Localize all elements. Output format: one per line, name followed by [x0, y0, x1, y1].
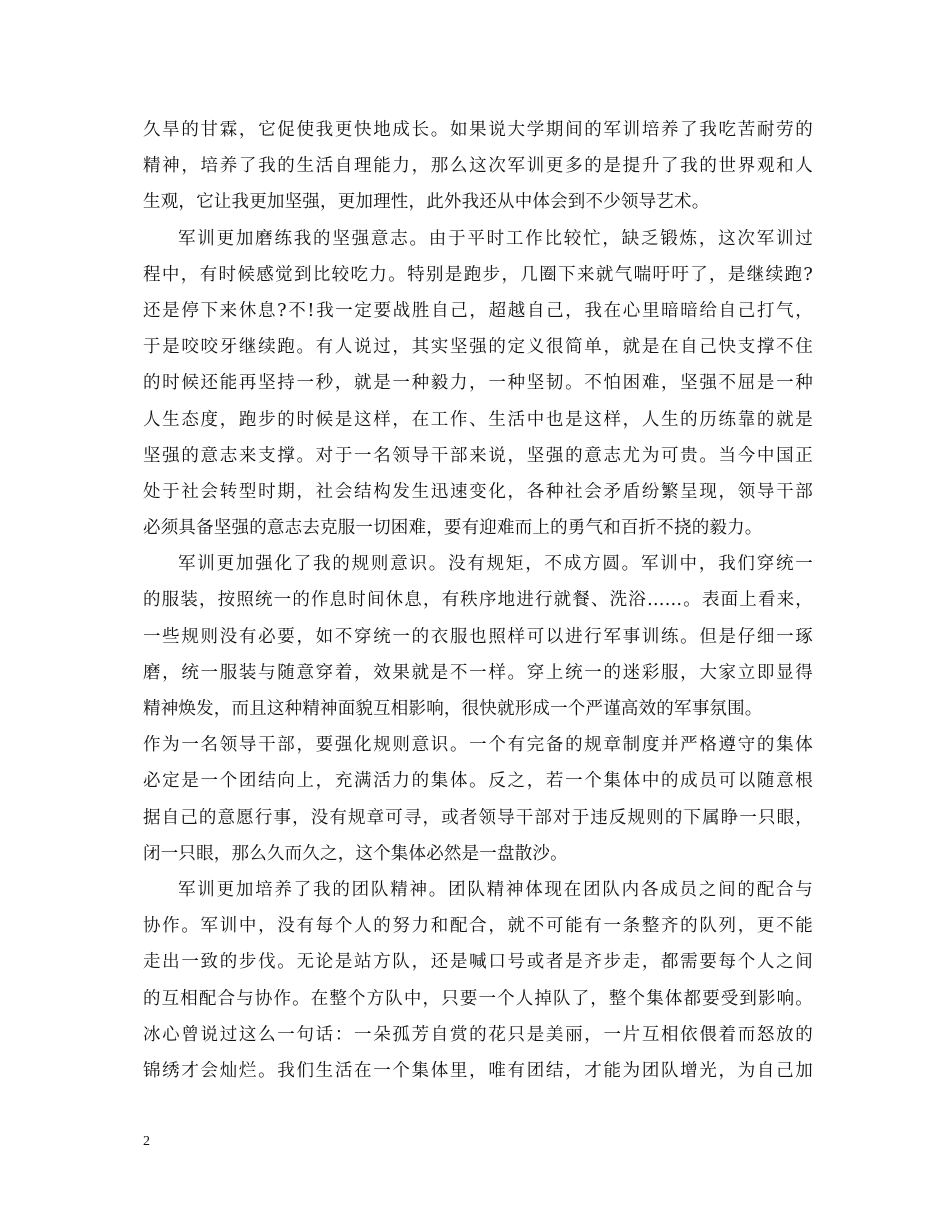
text-line: 于是咬咬牙继续跑。有人说过，其实坚强的定义很简单，就是在自己快支撑不住	[143, 337, 813, 358]
text-line: 闭一只眼，那么久而久之，这个集体必然是一盘散沙。	[143, 843, 568, 864]
text-line: 必须具备坚强的意志去克服一切困难，要有迎难而上的勇气和百折不挠的毅力。	[143, 518, 763, 539]
text-line: 的时候还能再坚持一秒，就是一种毅力，一种坚韧。不怕困难，坚强不屈是一种	[143, 373, 813, 394]
text-line: 生观，它让我更加坚强，更加理性，此外我还从中体会到不少领导艺术。	[143, 192, 710, 213]
text-line: 精神，培养了我的生活自理能力，那么这次军训更多的是提升了我的世界观和人	[143, 156, 813, 177]
text-line: 坚强的意志来支撑。对于一名领导干部来说，坚强的意志尤为可贵。当今中国正	[143, 445, 813, 466]
text-line: 军训更加强化了我的规则意识。没有规矩，不成方圆。军训中，我们穿统一	[178, 554, 813, 575]
text-line: 一些规则没有必要，如不穿统一的衣服也照样可以进行军事训练。但是仔细一琢	[143, 626, 813, 647]
text-line: 作为一名领导干部，要强化规则意识。一个有完备的规章制度并严格遵守的集体	[143, 735, 813, 756]
page-number: 2	[143, 1134, 150, 1149]
body-text	[143, 112, 813, 1089]
text-line: 精神焕发，而且这种精神面貌互相影响，很快就形成一个严谨高效的军事氛围。	[143, 699, 763, 719]
text-line: 还是停下来休息?不!我一定要战胜自己，超越自己，我在心里暗暗给自己打气，	[143, 300, 813, 321]
text-line: 军训更加磨练我的坚强意志。由于平时工作比较忙，缺乏锻炼，这次军训过	[178, 228, 813, 249]
text-line: 军训更加培养了我的团队精神。团队精神体现在团队内各成员之间的配合与	[178, 879, 813, 900]
text-line: 久旱的甘霖，它促使我更快地成长。如果说大学期间的军训培养了我吃苦耐劳的	[143, 120, 813, 140]
text-line: 据自己的意愿行事，没有规章可寻，或者领导干部对于违反规则的下属睁一只眼，	[143, 807, 813, 828]
text-line: 必定是一个团结向上，充满活力的集体。反之，若一个集体中的成员可以随意根	[143, 771, 813, 792]
text-line: 程中，有时候感觉到比较吃力。特别是跑步，几圈下来就气喘吁吁了，是继续跑?	[143, 264, 813, 285]
text-line: 磨，统一服装与随意穿着，效果就是不一样。穿上统一的迷彩服，大家立即显得	[143, 662, 813, 683]
text-line: 处于社会转型时期，社会结构发生迅速变化，各种社会矛盾纷繁呈现，领导干部	[143, 481, 813, 502]
text-line: 的互相配合与协作。在整个方队中，只要一个人掉队了，整个集体都要受到影响。	[143, 988, 813, 1009]
text-line: 冰心曾说过这么一句话：一朵孤芳自赏的花只是美丽，一片互相依偎着而怒放的	[143, 1024, 813, 1045]
text-line: 的服装，按照统一的作息时间休息，有秩序地进行就餐、洗浴……。表面上看来，	[143, 590, 813, 611]
text-line: 协作。军训中，没有每个人的努力和配合，就不可能有一条整齐的队列，更不能	[143, 916, 813, 937]
text-line: 锦绣才会灿烂。我们生活在一个集体里，唯有团结，才能为团队增光，为自己加	[143, 1060, 813, 1081]
text-line: 走出一致的步伐。无论是站方队，还是喊口号或者是齐步走，都需要每个人之间	[143, 952, 813, 973]
text-line: 人生态度，跑步的时候是这样，在工作、生活中也是这样，人生的历练靠的就是	[143, 409, 813, 430]
